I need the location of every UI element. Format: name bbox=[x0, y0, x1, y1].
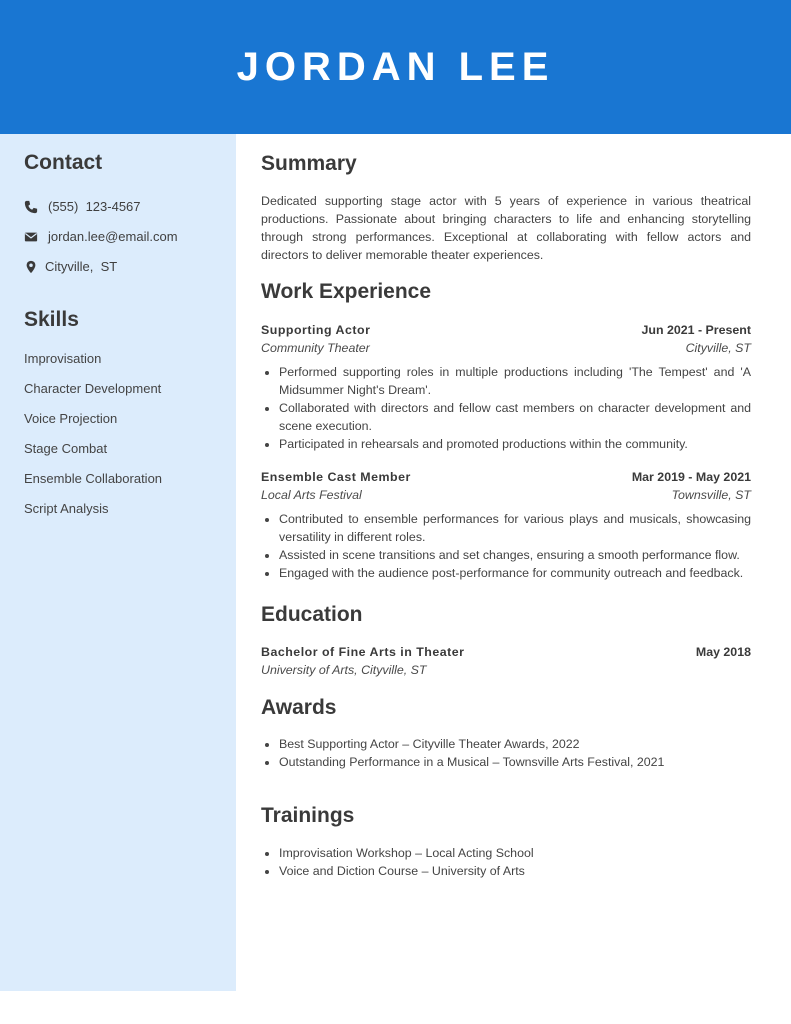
job-location: Townsville, ST bbox=[671, 488, 751, 502]
job-header bbox=[261, 468, 751, 486]
phone-text: (555) 123-4567 bbox=[48, 199, 141, 214]
candidate-name: JORDAN LEE bbox=[236, 45, 555, 89]
awards-heading: Awards bbox=[261, 696, 337, 719]
graduation-date: May 2018 bbox=[695, 645, 751, 659]
map-marker-icon bbox=[24, 260, 38, 274]
skill-item: Script Analysis bbox=[24, 501, 109, 516]
skill-item: Voice Projection bbox=[24, 411, 118, 426]
job-bullet: • Contributed to ensemble performances for various plays and musicals, showcasing versatility in different roles. bbox=[279, 510, 751, 546]
job-subheader bbox=[261, 486, 751, 504]
awards-list bbox=[261, 735, 751, 771]
job-company: Community Theater bbox=[261, 341, 370, 355]
summary-heading: Summary bbox=[261, 152, 357, 175]
education-heading: Education bbox=[261, 603, 363, 626]
award-item: • Best Supporting Actor – Cityville Theater Awards, 2022 bbox=[279, 735, 751, 753]
degree: Bachelor of Fine Arts in Theater bbox=[261, 645, 465, 659]
skills-heading: Skills bbox=[24, 308, 79, 331]
skill-item: Improvisation bbox=[24, 351, 102, 366]
work-heading: Work Experience bbox=[261, 280, 432, 303]
education-subheader bbox=[261, 661, 751, 679]
job-bullet: • Assisted in scene transitions and set changes, ensuring a smooth performance flow. bbox=[279, 546, 751, 564]
job-company: Local Arts Festival bbox=[261, 488, 362, 502]
training-item: • Voice and Diction Course – University of Arts bbox=[279, 862, 751, 880]
job-title: Ensemble Cast Member bbox=[261, 470, 411, 484]
school: University of Arts, Cityville, ST bbox=[261, 663, 427, 677]
job-bullets bbox=[261, 510, 751, 582]
job-location: Cityville, ST bbox=[685, 341, 751, 355]
job-bullet: • Performed supporting roles in multiple productions including 'The Tempest' and 'A Midsummer Night's Dream'. bbox=[279, 363, 751, 399]
trainings-list bbox=[261, 844, 751, 880]
envelope-icon bbox=[24, 230, 38, 244]
skill-item: Character Development bbox=[24, 381, 162, 396]
trainings-heading: Trainings bbox=[261, 804, 355, 827]
training-item: • Improvisation Workshop – Local Acting School bbox=[279, 844, 751, 862]
contact-email bbox=[24, 229, 178, 245]
job-header bbox=[261, 321, 751, 339]
job-bullet: • Participated in rehearsals and promoted productions within the community. bbox=[279, 435, 751, 453]
job-dates: Mar 2019 - May 2021 bbox=[631, 470, 751, 484]
location-text: Cityville, ST bbox=[45, 259, 118, 274]
phone-icon bbox=[24, 200, 38, 214]
job-bullet: • Engaged with the audience post-performance for community outreach and feedback. bbox=[279, 564, 751, 582]
award-item: • Outstanding Performance in a Musical – Townsville Arts Festival, 2021 bbox=[279, 753, 751, 771]
email-text[interactable]: jordan.lee@email.com bbox=[48, 229, 178, 244]
job-bullet: • Collaborated with directors and fellow cast members on character development and scene execution. bbox=[279, 399, 751, 435]
contact-phone bbox=[24, 199, 141, 215]
summary-text: Dedicated supporting stage actor with 5 years of experience in various theatrical productions. Passionate about bringing characters to life and enhancing storytelling through strong performances. Exceptional at collaborating with fellow actors and directors to deliver memorable theater experiences. bbox=[261, 194, 751, 262]
job-subheader bbox=[261, 339, 751, 357]
job-title: Supporting Actor bbox=[261, 323, 371, 337]
skill-item: Stage Combat bbox=[24, 441, 108, 456]
job-bullets bbox=[261, 363, 751, 453]
contact-heading: Contact bbox=[24, 151, 103, 174]
skill-item: Ensemble Collaboration bbox=[24, 471, 163, 486]
job-dates: Jun 2021 - Present bbox=[641, 323, 751, 337]
education-header bbox=[261, 643, 751, 661]
contact-location bbox=[24, 259, 117, 275]
header-banner bbox=[0, 0, 791, 134]
